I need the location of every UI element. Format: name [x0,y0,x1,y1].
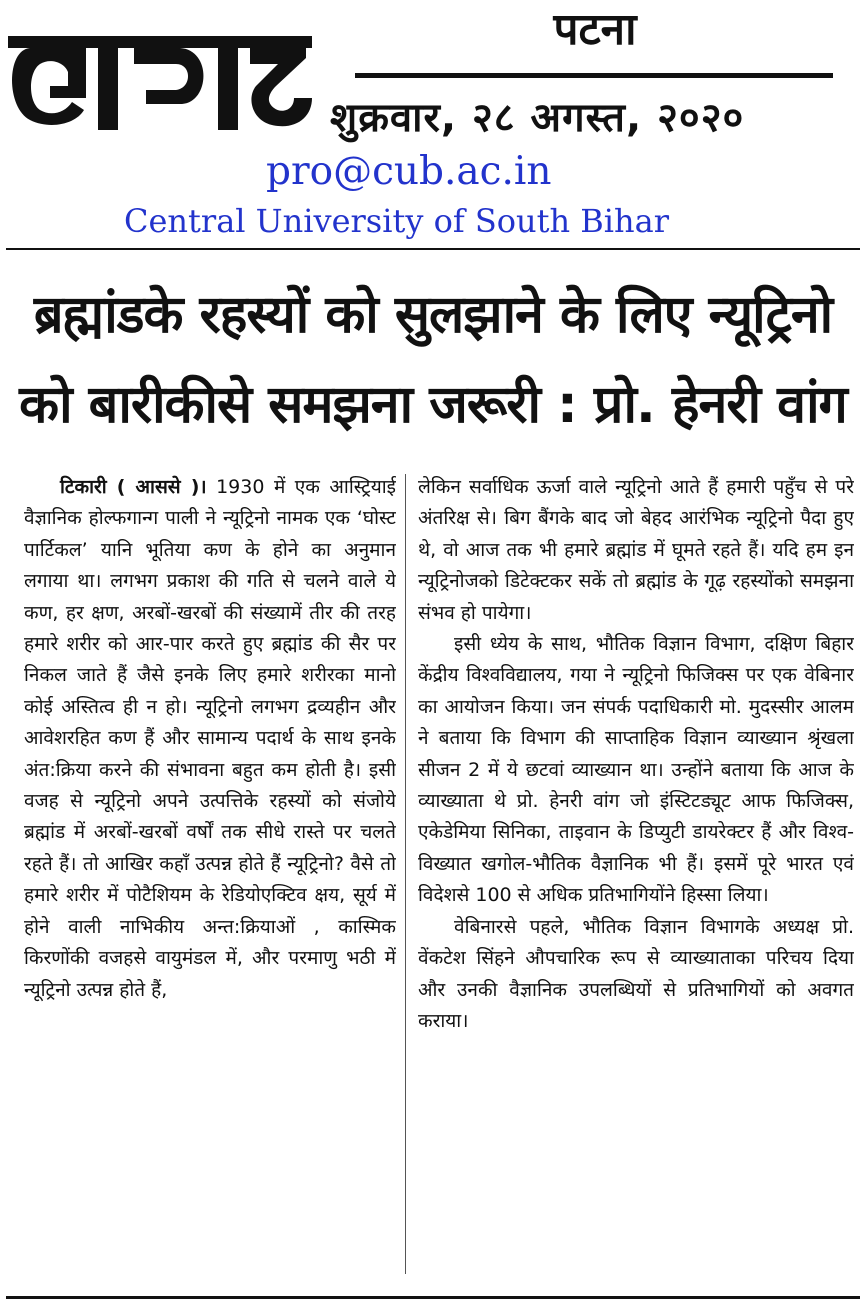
column-1-text: 1930 में एक आस्ट्रियाई वैज्ञानिक होल्फगान्ग पाली ने न्यूट्रिनो नामक एक ‘घोस्ट पार्टिकल’ यानि भूतिया कण के होने का अनुमान लगाया था। लगभग प्रकाश की गति से चलने वाले ये कण, हर क्षण, अरबों-खरबों की संख्यामें तीर की तरह हमारे शरीर को आर-पार करते हुए ब्रह्मांड की सैर पर निकल जाते हैं जैसे इनके लिए हमारे शरीरका मानो कोई अस्तित्व ही न हो। न्यूट्रिनो लगभग द्रव्यहीन और आवेशरहित कण हैं और सामान्य पदार्थ के साथ इनके अंत:क्रिया करने की संभावना बहुत कम होती है। इसी वजह से न्यूट्रिनो अपने उत्पत्तिके रहस्यों को संजोये ब्रह्मांड में अरबों-खरबों वर्षों तक सीधे रास्ते पर चलते रहते हैं। तो आखिर कहाँ उत्पन्न होते हैं न्यूट्रिनो? वैसे तो हमारे शरीर में पोटैशियम के रेडियोएक्टिव क्षय, सूर्य में होने वाली नाभिकीय अन्त:क्रियाओं , कास्मिक किरणोंकी वजहसे वायुमंडल में, और परमाणु भठी में न्यूट्रिनो उत्पन्न होते हैं, [24,476,396,1001]
edition-city: पटना [553,4,637,55]
column-2-paragraph-3: वेबिनारसे पहले, भौतिक विज्ञान विभागके अध्यक्ष प्रो. वेंकटेश सिंहने औपचारिक रूप से व्याख्याताका परिचय दिया और उनकी वैज्ञानिक उपलब्धियों से प्रतिभागियों को अवगत कराया। [418,915,854,1032]
header-divider [6,248,860,250]
headline-line-2: को बारीकीसे समझना जरूरी : प्रो. हेनरी वांग [19,375,847,435]
stamp-university: Central University of South Bihar [124,202,670,240]
headline [6,270,860,450]
edition-date: शुक्रवार, २८ अगस्त, २०२० [330,95,745,141]
bottom-rule [6,1296,860,1299]
column-divider [405,474,406,1274]
column-2-paragraph-2: इसी ध्येय के साथ, भौतिक विज्ञान विभाग, दक्षिण बिहार केंद्रीय विश्वविद्यालय, गया ने न्यूट्रिनो फिजिक्स पर एक वेबिनार का आयोजन किया। जन संपर्क पदाधिकारी मो. मुदस्सीर आलम ने बताया कि विभाग की साप्ताहिक विज्ञान व्याख्यान श्रृंखला सीजन 2 में ये छटवां व्याख्यान था। उन्होंने बताया कि आज के व्याख्याता थे प्रो. हेनरी वांग जो इंस्टिटड्यूट आफ फिजिक्स, एकेडेमिया सिनिका, ताइवान के डिप्युटी डायरेक्टर हैं और विश्व-विख्यात खगोल-भौतिक वैज्ञानिक भी हैं। इसमें पूरे भारत एवं विदेशसे 100 से अधिक प्रतिभागियोंने हिस्सा लिया। [418,633,854,907]
headline-line-1: ब्रह्मांडके रहस्यों को सुलझाने के लिए न्यूट्रिनो [33,285,833,345]
stamp-email: pro@cub.ac.in [266,149,552,194]
dateline: टिकारी ( आससे )। [60,476,207,498]
column-2-paragraph-1: लेकिन सर्वाधिक ऊर्जा वाले न्यूट्रिनो आते हैं हमारी पहुँच से परे अंतरिक्ष से। बिग बैंगके बाद जो बेहद आरंभिक न्यूट्रिनो पैदा हुए थे, वो आज तक भी हमारे ब्रह्मांड में घूमते रहते हैं। यदि हम इन न्यूट्रिनोजको डिटेक्टकर सकें तो ब्रह्मांड के गूढ़ रहस्योंको समझना संभव हो पायेगा। [418,476,854,624]
article-column-2 [418,472,854,1282]
logo-text: आज [6,28,8,29]
masthead-rule [355,73,833,78]
article-column-1 [24,472,396,1282]
aaj-logo [6,28,324,136]
